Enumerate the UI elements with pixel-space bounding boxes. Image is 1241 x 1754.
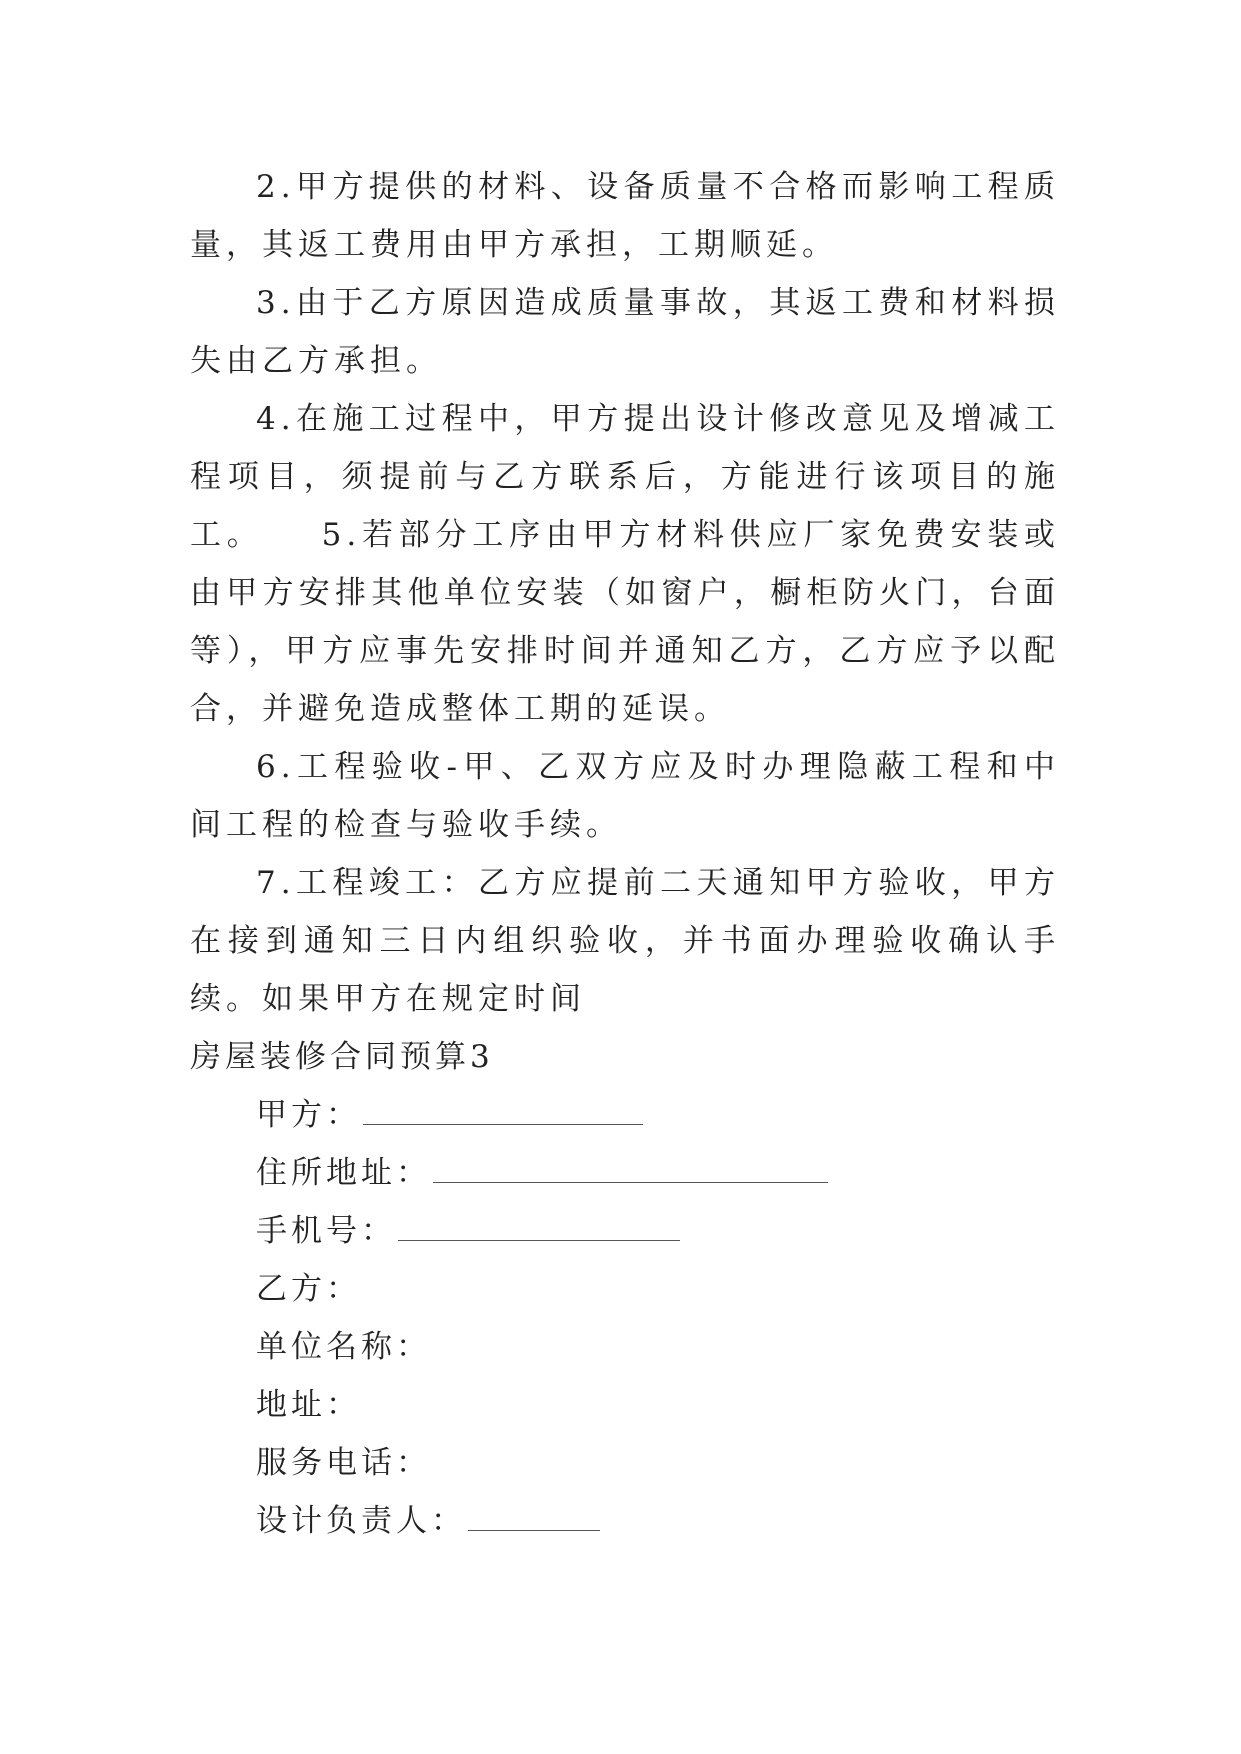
party-b-field <box>190 1260 1060 1318</box>
service-phone-label: 服务电话： <box>256 1445 431 1481</box>
party-a-field <box>190 1086 1060 1144</box>
clause-3-paragraph: 3.由于乙方原因造成质量事故，其返工费和材料损失由乙方承担。 <box>190 285 1060 379</box>
company-name-label: 单位名称： <box>256 1329 431 1365</box>
clause-4-5-paragraph: 4.在施工过程中，甲方提出设计修改意见及增减工程项目，须提前与乙方联系后，方能进行该项目的施工。 5.若部分工序由甲方材料供应厂家免费安装或由甲方安排其他单位安装（如窗户，橱柜防火门，台面等），甲方应事先安排时间并通知乙方，乙方应予以配合，并避免造成整体工期的延误。 <box>190 401 1060 727</box>
party-a-label: 甲方： <box>256 1097 361 1133</box>
address-blank-line <box>433 1152 828 1183</box>
phone-label: 手机号： <box>256 1213 396 1249</box>
designer-label: 设计负责人： <box>256 1503 466 1539</box>
designer-blank-line <box>468 1500 600 1531</box>
clause-6-paragraph: 6.工程验收-甲、乙双方应及时办理隐蔽工程和中间工程的检查与验收手续。 <box>190 749 1060 843</box>
clause-7-paragraph: 7.工程竣工：乙方应提前二天通知甲方验收，甲方在接到通知三日内组织验收，并书面办理验收确认手续。如果甲方在规定时间 <box>190 865 1060 1017</box>
service-phone-field <box>190 1434 1060 1492</box>
contract-heading: 房屋装修合同预算3 <box>190 1039 494 1075</box>
clause-2-paragraph: 2.甲方提供的材料、设备质量不合格而影响工程质量，其返工费用由甲方承担，工期顺延。 <box>190 169 1060 263</box>
company-address-field <box>190 1376 1060 1434</box>
phone-field <box>190 1202 1060 1260</box>
document-body <box>190 158 1060 1550</box>
party-a-blank-line <box>363 1094 643 1125</box>
company-address-label: 地址： <box>256 1387 361 1423</box>
phone-blank-line <box>398 1210 680 1241</box>
party-b-label: 乙方： <box>256 1271 361 1307</box>
address-label: 住所地址： <box>256 1155 431 1191</box>
designer-field <box>190 1492 1060 1550</box>
company-name-field <box>190 1318 1060 1376</box>
address-field <box>190 1144 1060 1202</box>
